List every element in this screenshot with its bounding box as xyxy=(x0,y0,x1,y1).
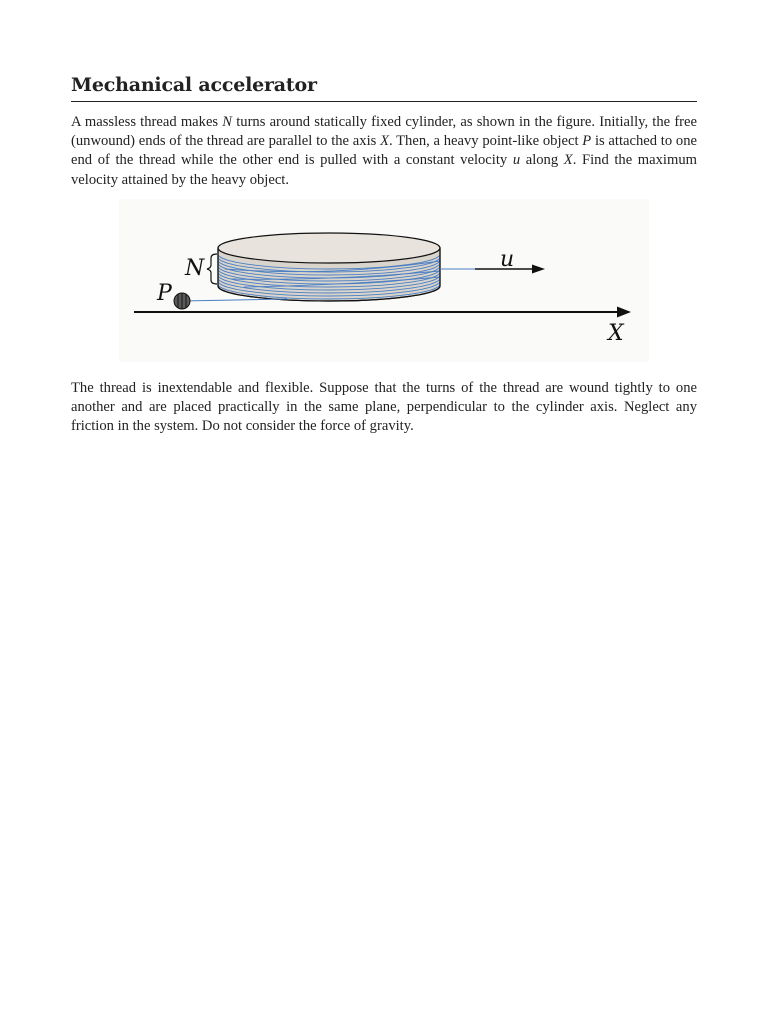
label-u: u xyxy=(500,247,515,272)
problem-statement xyxy=(71,113,697,190)
section-title: Mechanical accelerator xyxy=(71,72,697,102)
symbol-P: P xyxy=(582,133,592,150)
symbol-X: X xyxy=(380,133,389,150)
statement-text: turns around statically fixed cylinder, as shown in the figure. Initially, the free (unwound) ends of the thread are parallel to the axis xyxy=(71,114,697,150)
symbol-X: X xyxy=(563,152,573,169)
statement-text: . Then, a heavy point-like object xyxy=(388,133,583,150)
figure-svg xyxy=(119,199,649,362)
label-X: X xyxy=(608,321,624,346)
page xyxy=(71,72,697,435)
statement-text: . Find the maximum velocity attained by the heavy object. xyxy=(71,152,697,188)
symbol-u: u xyxy=(512,152,521,169)
label-N: N xyxy=(185,256,205,281)
problem-assumptions: The thread is inextendable and flexible. Suppose that the turns of the thread are wound tightly to one another and are placed practically in the same plane, perpendicular to the cylinder axis. Neglect any friction in the system. Do not consider the force of gravity. xyxy=(71,380,697,435)
cylinder-figure xyxy=(119,199,649,362)
label-P: P xyxy=(157,281,172,306)
statement-text: is attached to one end of the thread while the other end is pulled with a constant velocity xyxy=(71,133,697,169)
statement-text: along xyxy=(520,152,564,169)
statement-text: A massless thread makes xyxy=(71,114,223,130)
cylinder-top xyxy=(218,233,440,263)
symbol-N: N xyxy=(222,114,233,130)
